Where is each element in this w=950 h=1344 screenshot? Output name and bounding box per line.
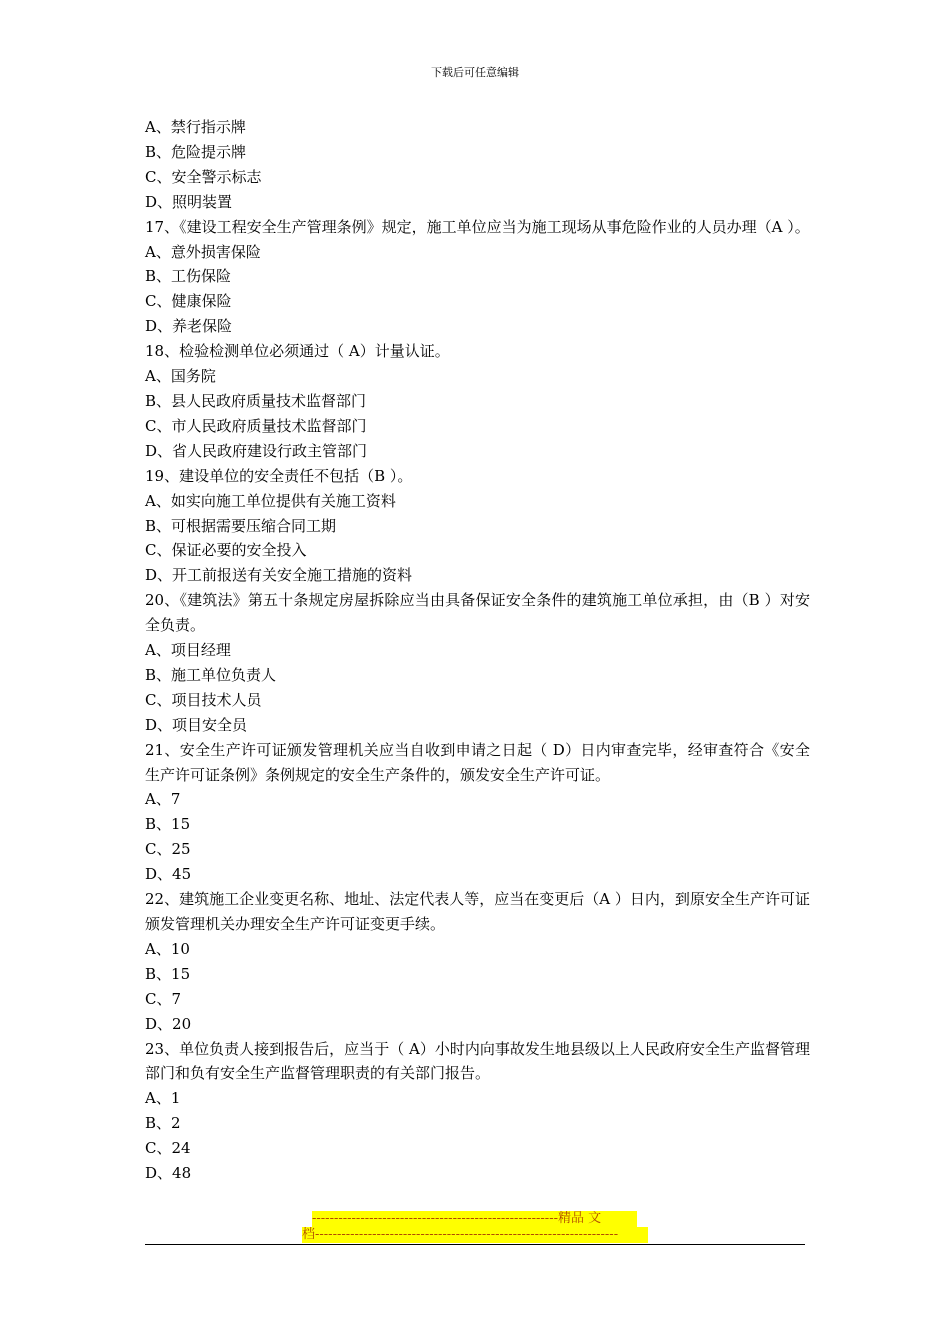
option-c: C、市人民政府质量技术监督部门	[145, 416, 367, 435]
option-a: A、意外损害保险	[145, 242, 261, 261]
footer-watermark-line-1: --------------------------------------------------------精品 文	[312, 1211, 637, 1227]
option-c: C、25	[145, 840, 191, 859]
option-d: D、项目安全员	[145, 715, 248, 734]
option-d: D、养老保险	[145, 317, 233, 336]
option-b: B、可根据需要压缩合同工期	[145, 516, 337, 535]
option-a: A、如实向施工单位提供有关施工资料	[145, 491, 396, 510]
option-b: B、15	[145, 964, 191, 983]
question-21: 21、安全生产许可证颁发管理机关应当自收到申请之日起（ D）日内审查完毕，经审查符合《安全生产许可证条例》条例规定的安全生产条件的，颁发安全生产许可证。	[145, 740, 810, 784]
option-b: B、危险提示牌	[145, 142, 247, 161]
option-c: C、保证必要的安全投入	[145, 541, 307, 560]
question-20: 20、《建筑法》第五十条规定房屋拆除应当由具备保证安全条件的建筑施工单位承担，由（B ）对安全负责。	[145, 591, 810, 635]
option-b: B、15	[145, 815, 191, 834]
option-a: A、项目经理	[145, 641, 231, 660]
question-23: 23、单位负责人接到报告后，应当于（ A）小时内向事故发生地县级以上人民政府安全生产监督管理部门和负有安全生产监督管理职责的有关部门报告。	[145, 1039, 810, 1083]
question-18: 18、检验检测单位必须通过（ A）计量认证。	[145, 342, 450, 361]
footer-watermark-line-2: 档---------------------------------------------------------------------	[302, 1227, 648, 1243]
option-c: C、健康保险	[145, 292, 232, 311]
option-a: A、1	[145, 1089, 181, 1108]
question-19: 19、建设单位的安全责任不包括（B ）。	[145, 466, 413, 485]
page-header: 下载后可任意编辑	[431, 66, 519, 79]
option-c: C、7	[145, 989, 182, 1008]
question-17: 17、《建设工程安全生产管理条例》规定，施工单位应当为施工现场从事危险作业的人员办理（A ）。	[145, 217, 810, 236]
option-d: D、20	[145, 1014, 192, 1033]
option-d: D、48	[145, 1164, 192, 1183]
option-a: A、10	[145, 939, 190, 958]
document-body	[145, 115, 810, 1186]
option-d: D、45	[145, 865, 192, 884]
option-b: B、施工单位负责人	[145, 665, 277, 684]
option-d: D、照明装置	[145, 192, 233, 211]
option-c: C、24	[145, 1139, 191, 1158]
option-b: B、2	[145, 1114, 181, 1133]
option-a: A、国务院	[145, 367, 216, 386]
footer-divider	[145, 1244, 805, 1245]
option-d: D、省人民政府建设行政主管部门	[145, 441, 368, 460]
option-a: A、7	[145, 790, 181, 809]
option-b: B、工伤保险	[145, 267, 232, 286]
option-a: A、禁行指示牌	[145, 118, 246, 136]
option-c: C、安全警示标志	[145, 167, 262, 186]
question-22: 22、建筑施工企业变更名称、地址、法定代表人等，应当在变更后（A ）日内，到原安全生产许可证颁发管理机关办理安全生产许可证变更手续。	[145, 890, 810, 933]
option-b: B、县人民政府质量技术监督部门	[145, 391, 367, 410]
option-c: C、项目技术人员	[145, 690, 262, 709]
option-d: D、开工前报送有关安全施工措施的资料	[145, 566, 413, 585]
